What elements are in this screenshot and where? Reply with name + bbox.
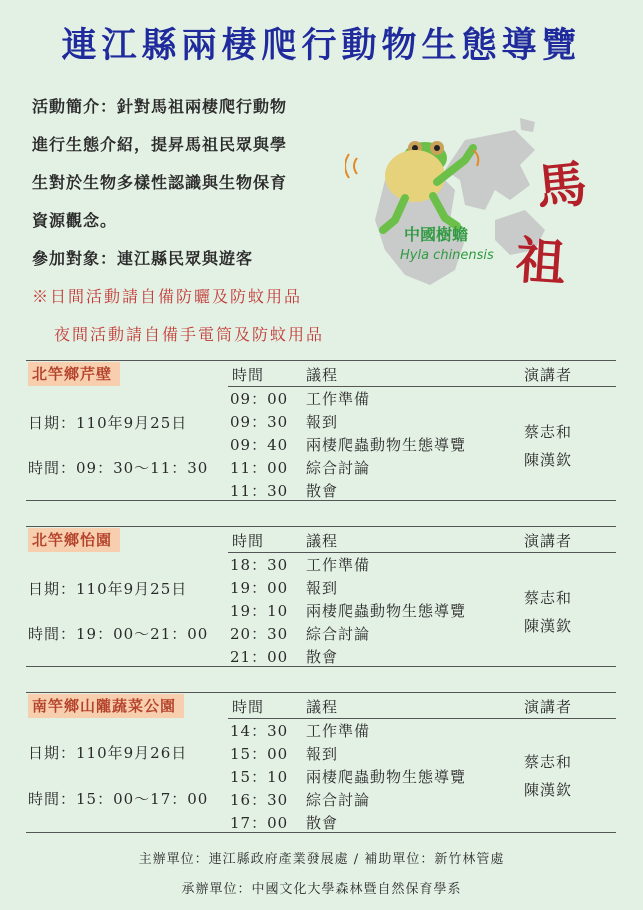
agenda-item: 散會 xyxy=(306,648,339,666)
agenda-time: 21：00 xyxy=(230,648,289,666)
agenda-time: 19：10 xyxy=(230,602,289,620)
header-agenda: 議程 xyxy=(306,366,339,384)
page-title: 連江縣兩棲爬行動物生態導覽 xyxy=(61,25,582,66)
location-badge: 北竿鄉芹壁 xyxy=(28,362,120,386)
day-note: ※日間活動請自備防曬及防蚊用品 xyxy=(32,287,303,306)
agenda-item: 綜合討論 xyxy=(306,459,371,477)
frog-name: 中國樹蟾 xyxy=(404,225,469,244)
header-agenda: 議程 xyxy=(306,532,339,550)
agenda-item: 散會 xyxy=(306,814,339,832)
agenda-item: 工作準備 xyxy=(306,390,371,408)
session-date: 日期：110年9月25日 xyxy=(28,414,188,432)
session-yiyuan xyxy=(26,526,616,666)
header-agenda: 議程 xyxy=(306,698,339,716)
agenda-time: 16：30 xyxy=(230,791,289,809)
agenda-item: 散會 xyxy=(306,482,339,500)
agenda-item: 兩棲爬蟲動物生態導覽 xyxy=(306,768,467,786)
speakers xyxy=(524,418,572,474)
header-speaker: 演講者 xyxy=(524,532,573,550)
speaker-name: 陳漢欽 xyxy=(524,451,573,469)
agenda-time: 18：30 xyxy=(230,556,289,574)
agenda-item: 報到 xyxy=(306,745,339,763)
matsu-char-1: 馬 xyxy=(533,153,590,218)
matsu-map-illustration xyxy=(345,110,635,310)
session-date: 日期：110年9月25日 xyxy=(28,580,188,598)
divider xyxy=(26,526,616,527)
agenda-time: 11：00 xyxy=(230,459,289,477)
speaker-name: 蔡志和 xyxy=(524,423,573,441)
organizer-line: 主辦單位：連江縣政府產業發展處 / 補助單位：新竹林管處 xyxy=(138,852,505,867)
agenda-time: 19：00 xyxy=(230,579,289,597)
session-date: 日期：110年9月26日 xyxy=(28,744,188,762)
session-time: 時間：09：30～11：30 xyxy=(28,459,209,477)
audience-text: 參加對象：連江縣民眾與遊客 xyxy=(32,249,254,268)
speakers xyxy=(524,748,572,804)
divider xyxy=(228,386,616,387)
divider xyxy=(26,500,616,501)
header-time: 時間 xyxy=(232,532,265,550)
speaker-name: 蔡志和 xyxy=(524,753,573,771)
agenda-time: 15：00 xyxy=(230,745,289,763)
header-speaker: 演講者 xyxy=(524,698,573,716)
divider xyxy=(228,552,616,553)
agenda-item: 綜合討論 xyxy=(306,791,371,809)
agenda-item: 報到 xyxy=(306,413,339,431)
divider xyxy=(26,666,616,667)
intro-line-3: 生對於生物多樣性認識與生物保育 xyxy=(32,173,288,192)
location-badge: 北竿鄉怡園 xyxy=(28,528,120,552)
night-note: 夜間活動請自備手電筒及防蚊用品 xyxy=(54,325,325,344)
speaker-name: 陳漢欽 xyxy=(524,781,573,799)
agenda-time: 15：10 xyxy=(230,768,289,786)
frog-scientific-name: Hyla chinensis xyxy=(400,248,494,263)
agenda-time: 11：30 xyxy=(230,482,289,500)
intro-line-4: 資源觀念。 xyxy=(32,211,118,230)
header-speaker: 演講者 xyxy=(524,366,573,384)
divider xyxy=(26,692,616,693)
agenda-time: 09：30 xyxy=(230,413,289,431)
location-badge: 南竿鄉山隴蔬菜公園 xyxy=(28,694,184,718)
session-qinbi xyxy=(26,360,616,500)
session-time: 時間：19：00～21：00 xyxy=(28,625,209,643)
agenda-time: 20：30 xyxy=(230,625,289,643)
agenda-item: 兩棲爬蟲動物生態導覽 xyxy=(306,602,467,620)
agenda-item: 工作準備 xyxy=(306,722,371,740)
intro-section xyxy=(32,88,362,354)
header-time: 時間 xyxy=(232,698,265,716)
intro-line-2: 進行生態介紹，提昇馬祖民眾與學 xyxy=(32,135,288,154)
divider xyxy=(26,832,616,833)
map-frog-icon xyxy=(345,110,635,310)
agenda-item: 兩棲爬蟲動物生態導覽 xyxy=(306,436,467,454)
agenda-item: 綜合討論 xyxy=(306,625,371,643)
agenda-time: 14：30 xyxy=(230,722,289,740)
agenda-time: 09：40 xyxy=(230,436,289,454)
agenda-time: 17：00 xyxy=(230,814,289,832)
intro-line-1: 活動簡介：針對馬祖兩棲爬行動物 xyxy=(32,97,288,116)
header-time: 時間 xyxy=(232,366,265,384)
matsu-char-2: 祖 xyxy=(513,230,568,293)
divider xyxy=(228,718,616,719)
agenda-item: 報到 xyxy=(306,579,339,597)
speakers xyxy=(524,584,572,640)
executor-line: 承辦單位：中國文化大學森林暨自然保育學系 xyxy=(181,882,462,897)
session-time: 時間：15：00～17：00 xyxy=(28,790,209,808)
speaker-name: 蔡志和 xyxy=(524,589,573,607)
speaker-name: 陳漢欽 xyxy=(524,617,573,635)
agenda-item: 工作準備 xyxy=(306,556,371,574)
agenda-time: 09：00 xyxy=(230,390,289,408)
divider xyxy=(26,360,616,361)
session-shanlong xyxy=(26,692,616,832)
